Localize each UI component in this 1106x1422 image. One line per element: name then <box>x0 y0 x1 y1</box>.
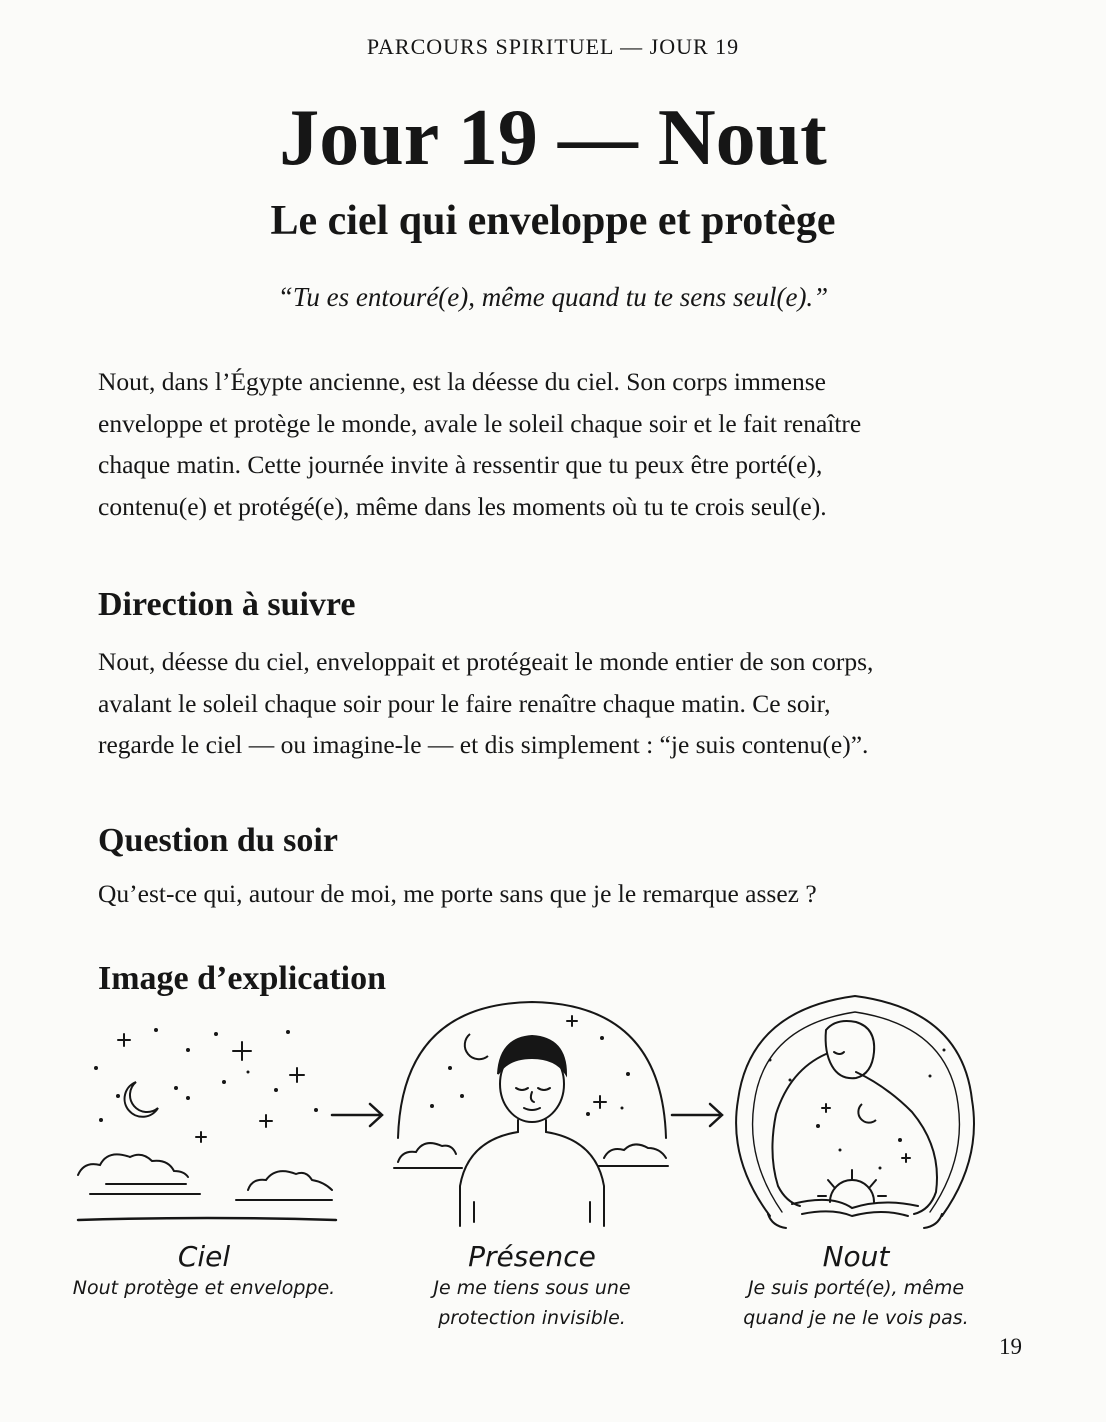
page-title: Jour 19 — Nout <box>279 94 827 182</box>
cloud-icon <box>398 1143 456 1162</box>
nout-illustration <box>730 990 980 1242</box>
caption-title: Nout <box>822 1240 890 1273</box>
star-icon <box>290 1068 304 1082</box>
epigraph-quote: “Tu es entouré(e), même quand tu te sens seul(e).” <box>277 282 829 312</box>
presence-illustration <box>392 996 672 1232</box>
caption-nout <box>706 1240 1006 1333</box>
arrow-right-icon <box>670 1100 728 1130</box>
caption-text: protection invisible. <box>438 1307 626 1329</box>
direction-line: regarde le ciel — ou imagine-le — et dis simplement : “je suis contenu(e)”. <box>98 730 869 759</box>
arrow-right-icon <box>330 1100 388 1130</box>
page-subtitle: Le ciel qui enveloppe et protège <box>270 198 836 244</box>
caption-sky <box>54 1240 354 1303</box>
question-line: Qu’est-ce qui, autour de moi, me porte sans que je le remarque assez ? <box>98 879 817 908</box>
question-paragraph <box>98 873 998 915</box>
star-icon <box>902 1154 910 1162</box>
question-heading: Question du soir <box>98 822 338 859</box>
sun-icon <box>818 1170 886 1202</box>
direction-paragraph <box>98 641 998 766</box>
caption-text: Je suis porté(e), même <box>747 1277 965 1299</box>
cloud-icon <box>604 1144 666 1158</box>
sky-illustration <box>76 1020 336 1230</box>
star-icon <box>822 1104 830 1112</box>
cloud-icon <box>248 1171 332 1190</box>
star-icon <box>196 1132 206 1142</box>
intro-line: Nout, dans l’Égypte ancienne, est la déesse du ciel. Son corps immense <box>98 367 826 396</box>
star-icon <box>233 1042 251 1060</box>
nout-figure <box>772 1021 937 1214</box>
intro-line: chaque matin. Cette journée invite à ressentir que tu peux être porté(e), <box>98 450 823 479</box>
caption-presence <box>382 1240 682 1333</box>
star-icon <box>260 1115 272 1127</box>
person-figure <box>460 1036 604 1226</box>
moon-icon <box>125 1082 158 1117</box>
moon-icon <box>465 1034 488 1059</box>
direction-line: Nout, déesse du ciel, enveloppait et protégeait le monde entier de son corps, <box>98 647 874 676</box>
caption-title: Présence <box>468 1240 596 1273</box>
direction-line: avalant le soleil chaque soir pour le faire renaître chaque matin. Ce soir, <box>98 688 831 718</box>
star-icon <box>567 1016 577 1026</box>
caption-title: Ciel <box>177 1240 231 1273</box>
caption-text: Nout protège et enveloppe. <box>72 1277 336 1299</box>
page-number: 19 <box>999 1334 1022 1359</box>
moon-icon <box>858 1104 876 1123</box>
caption-text: quand je ne le vois pas. <box>743 1307 969 1329</box>
direction-heading: Direction à suivre <box>98 586 356 623</box>
star-icon <box>594 1096 606 1108</box>
intro-paragraph <box>98 361 998 527</box>
star-icon <box>118 1034 130 1046</box>
intro-line: enveloppe et protège le monde, avale le soleil chaque soir et le fait renaître <box>98 408 862 438</box>
cloud-icon <box>78 1154 188 1177</box>
intro-line: contenu(e) et protégé(e), même dans les moments où tu te crois seul(e). <box>98 491 827 521</box>
running-head: PARCOURS SPIRITUEL — JOUR 19 <box>366 34 740 59</box>
caption-text: Je me tiens sous une <box>433 1277 631 1299</box>
image-heading: Image d’explication <box>98 960 387 997</box>
